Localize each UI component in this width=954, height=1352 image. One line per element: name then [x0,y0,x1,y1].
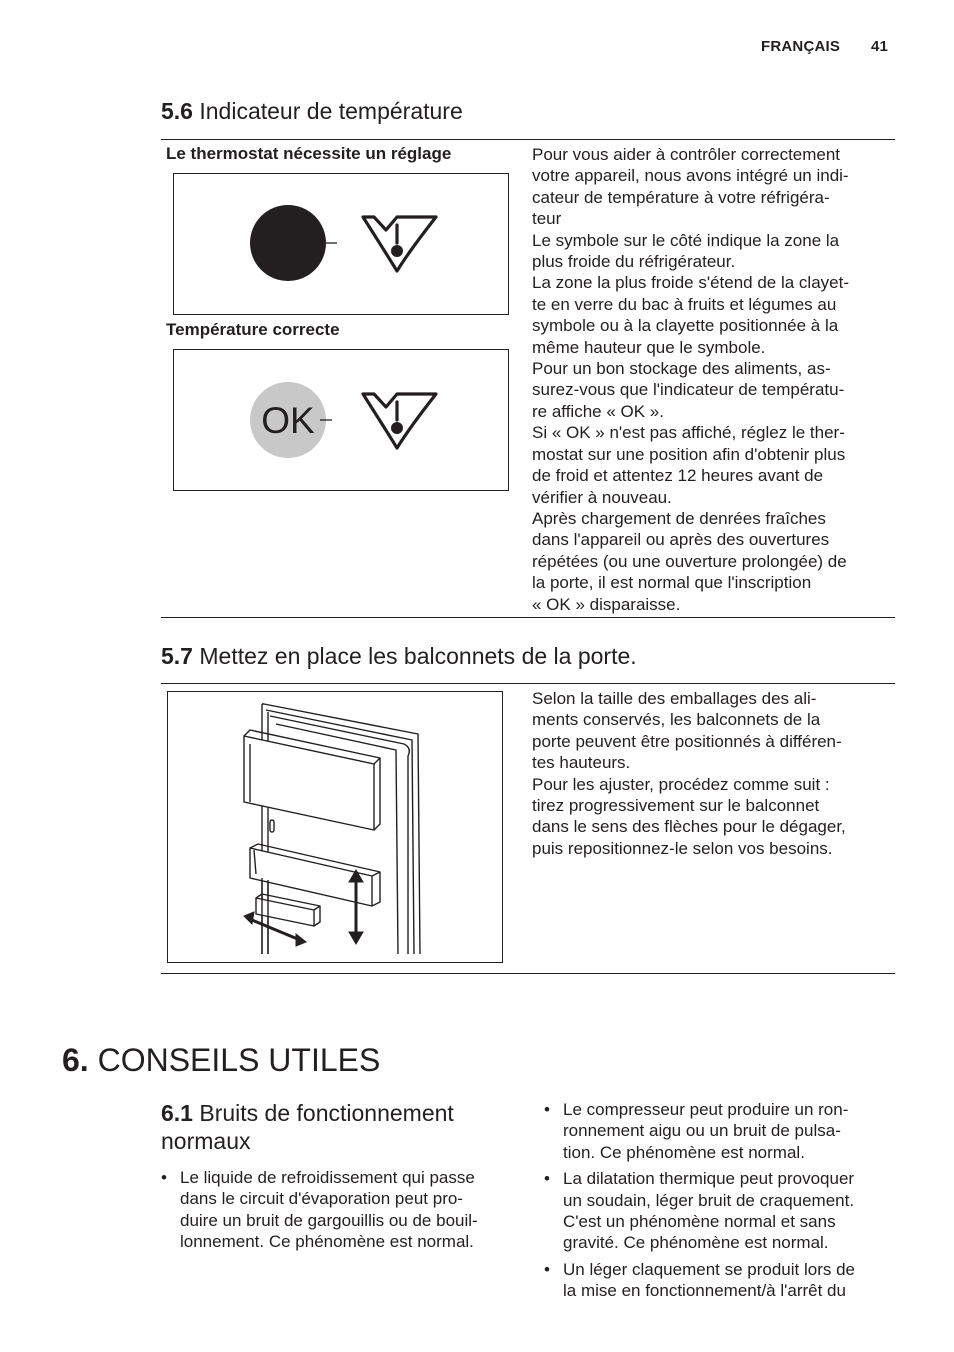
chapter-6-heading [62,1040,380,1080]
noise-list-left [161,1167,521,1258]
figure-indicator-ok [173,349,509,491]
figure-indicator-adjust [173,173,509,315]
noise-list-right [544,1099,904,1307]
chapter-number: 6. [62,1042,89,1078]
list-item: • Le compresseur peut produire un ron- ronnement aigu ou un bruit de pulsa- tion. Ce phénomène est normal. [544,1099,904,1163]
section-title-line2: normaux [161,1128,251,1154]
section-5-7-body: Selon la taille des emballages des ali- ments conservés, les balconnets de la porte peuvent être positionnés à différen- tes hauteurs. Pour les ajuster, procédez comme suit : tirez progressivement sur le balconnet dans le sens des flèches pour le dégager, puis repositionnez-le selon vos besoins. [532,689,846,858]
section-5-6-heading [161,97,463,125]
label-temperature-correct: Température correcte [166,320,340,339]
list-item: • Le liquide de refroidissement qui passe dans le circuit d'évaporation peut pro- duire un bruit de gargouillis ou de bouil- lonnement. Ce phénomène est normal. [161,1167,521,1253]
figure-door-balconies [167,691,503,963]
section-number: 6.1 [161,1100,193,1126]
section-5-7-heading [161,642,637,670]
ok-label: OK [261,400,315,441]
section-6-1-heading [161,1099,521,1155]
divider [161,683,895,684]
section-title: Indicateur de température [199,98,463,124]
divider [161,617,895,618]
chapter-title: CONSEILS UTILES [97,1042,381,1078]
cold-zone-symbol-icon [363,217,436,271]
section-title: Mettez en place les balconnets de la porte. [199,643,637,669]
section-number: 5.6 [161,98,193,124]
indicator-dark-disc [250,205,326,281]
section-title-line1: Bruits de fonctionnement [199,1100,454,1126]
divider [161,139,895,140]
section-number: 5.7 [161,643,193,669]
divider [161,973,895,974]
header-language: FRANÇAIS [761,38,841,55]
page-number: 41 [871,38,889,55]
section-5-6-body: Pour vous aider à contrôler correctement votre appareil, nous avons intégré un indi- cateur de température à votre réfrigéra- teur Le symbole sur le côté indique la zone la plus froide du réfrigérateur. La zone la plus froide s'étend de la clayet- te en verre du bac à fruits et légumes au symbole ou à la clayette positionnée à la même hauteur que le symbole. Pour un bon stockage des aliments, as- surez-vous que l'indicateur de températu- re affiche « OK ». Si « OK » n'est pas affiché, réglez le ther- mostat sur une position afin d'obtenir plus de froid et attentez 12 heures avant de vérifier à nouveau. Après chargement de denrées fraîches dans l'appareil ou après des ouvertures répétées (ou une ouverture prolongée) de la porte, il est normal que l'inscription « OK » disparaisse. [532,145,849,614]
door-balcony-illustration [168,692,502,962]
list-item: • Un léger claquement se produit lors de la mise en fonctionnement/à l'arrêt du [544,1259,904,1302]
indicator-adjust-illustration [174,174,508,314]
indicator-ok-illustration [174,350,508,490]
label-thermostat-adjust: Le thermostat nécessite un réglage [166,144,452,163]
cold-zone-symbol-icon [363,394,436,448]
list-item: • La dilatation thermique peut provoquer un soudain, léger bruit de craquement. C'est un phénomène normal et sans gravité. Ce phénomène est normal. [544,1168,904,1254]
